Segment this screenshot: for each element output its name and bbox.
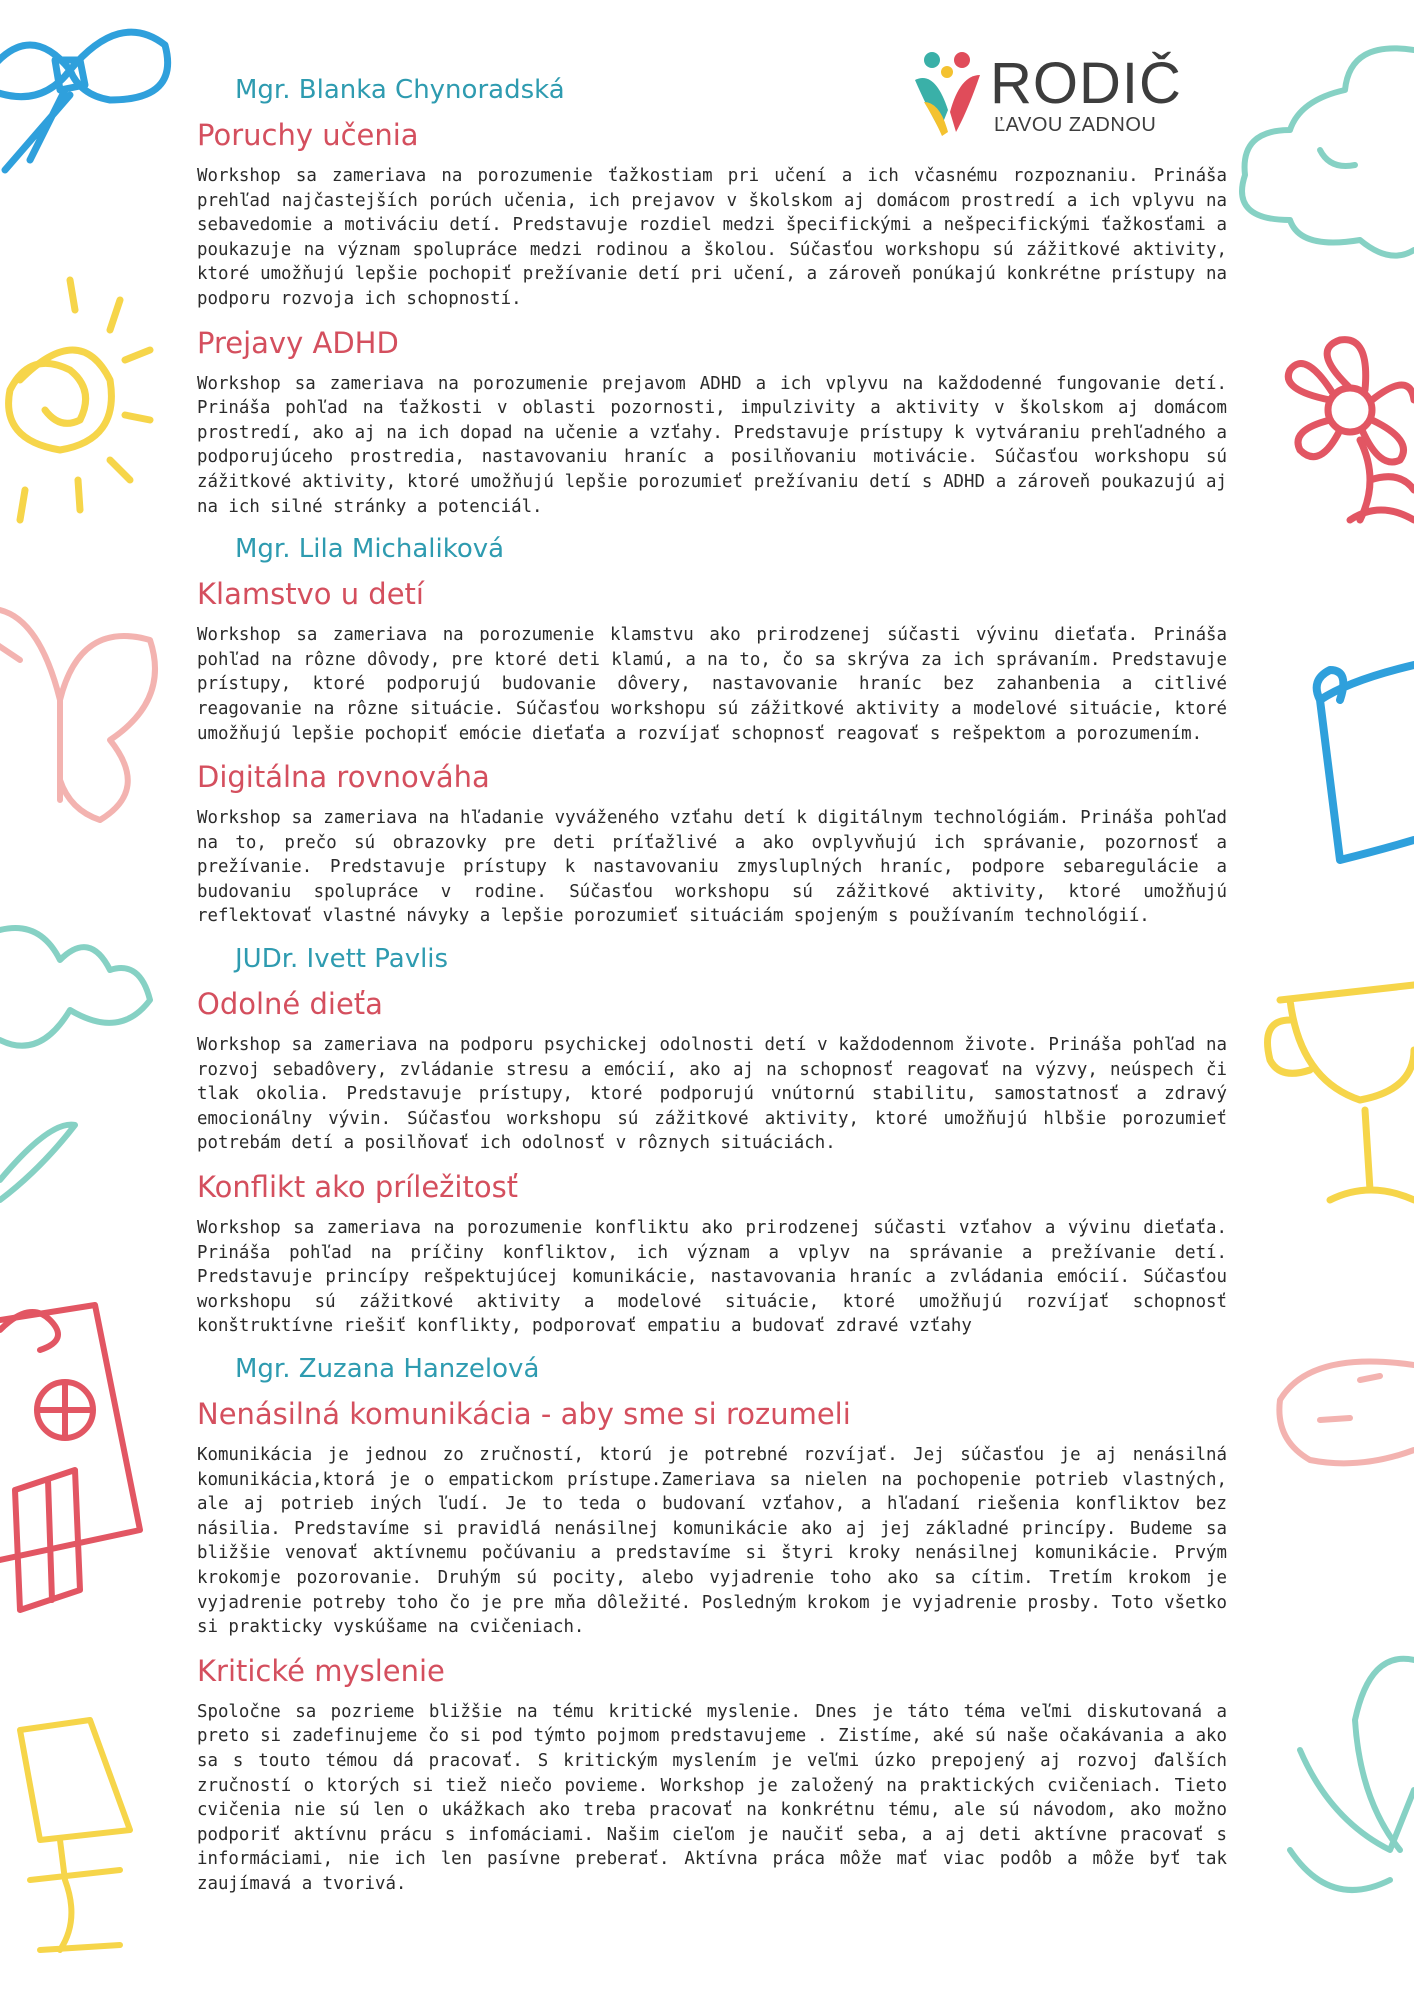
face-doodle: [1279, 1362, 1414, 1464]
workshop-title: Odolné dieťa: [197, 987, 383, 1022]
workshop-title: Digitálna rovnováha: [197, 760, 490, 795]
author-section: [197, 1349, 1227, 1897]
lamp-doodle: [20, 1720, 130, 1950]
author-name: Mgr. Blanka Chynoradská: [235, 75, 565, 105]
author-name: Mgr. Zuzana Hanzelová: [235, 1354, 540, 1384]
author-name: Mgr. Lila Michaliková: [235, 534, 505, 565]
sun-doodle: [9, 280, 150, 520]
workshop-title: Prejavy ADHD: [197, 325, 399, 360]
workshop: [197, 983, 1227, 1156]
workshop-description: Workshop sa zameriava na hľadanie vyváženého vzťahu detí k digitálnym technológiám. Prináša pohľad na to, prečo sú obrazovky pre deti príťažlivé a ako ovplyvňujú ich správanie, pozornosť a prežívanie. Predstavuje prístupy k nastavovaniu zmysluplných hraníc, podpore sebaregulácie a budovaniu spolupráce v rodine. Súčasťou workshopu sú zážitkové aktivity, ktoré umožňujú reflektovať vlastné návyky a lepšie porozumieť situáciám spojeným s používaním technológií.: [197, 808, 1227, 927]
workshop-description: Workshop sa zameriava na porozumenie konfliktu ako prirodzenej súčasti vzťahov a vývinu dieťaťa. Prináša pohľad na príčiny konfliktov, ich význam a vplyv na správanie a prežívanie detí. Predstavuje princípy rešpektujúcej komunikácie, nastavovania hraníc a zvládania emócií. Súčasťou workshopu sú zážitkové aktivity a modelové situácie, ktoré umožňujú rozvíjať schopnosť konštruktívne riešiť konflikty, podporovať empatiu a budovať zdravé vzťahy: [197, 1218, 1227, 1337]
workshop: [197, 114, 1227, 312]
cloud-doodle: [1242, 48, 1414, 255]
house-doodle: [0, 1305, 140, 1610]
workshop: [197, 756, 1227, 929]
workshop: [197, 573, 1227, 746]
workshop: [197, 1166, 1227, 1339]
plant-doodle: [1290, 1659, 1414, 1890]
bow-tie-doodle: [0, 32, 168, 170]
workshop-title: Nenásilná komunikácia - aby sme si rozumeli: [197, 1397, 851, 1431]
workshop: [197, 322, 1227, 520]
workshop-title: Kritické myslenie: [197, 1653, 445, 1688]
flower-doodle: [1288, 340, 1414, 520]
paper-doodle: [1317, 665, 1414, 860]
workshop-description: Workshop sa zameriava na porozumenie prejavom ADHD a ich vplyvu na každodenné fungovanie detí. Prináša pohľad na ťažkosti v oblasti pozornosti, impulzivity a aktivity v školskom aj domácom prostredí, ako aj na ich dopad na učenie a vzťahy. Predstavuje prístupy k vytváraniu prehľadného a podporujúceho prostredia, nastavovaniu hraníc a posilňovaniu motivácie. Súčasťou workshopu sú zážitkové aktivity, ktoré umožňujú lepšie porozumieť prežívaniu detí s ADHD a zároveň poukazujú aj na ich silné stránky a potenciál.: [197, 373, 1227, 517]
leaf-doodle: [0, 928, 150, 1200]
workshop-title: Poruchy učenia: [197, 118, 419, 152]
workshop-description: Workshop sa zameriava na porozumenie klamstvu ako prirodzenej súčasti vývinu dieťaťa. Prináša pohľad na rôzne dôvody, pre ktoré deti klamú, a na to, čo sa skrýva za ich správaním. Predstavuje prístupy, ktoré podporujú budovanie dôvery, nastavovanie hraníc bez zahanbenia a citlivé reagovanie na rôzne situácie. Súčasťou workshopu sú zážitkové aktivity a modelové situácie, ktoré umožňujú lepšie pochopiť emócie dieťaťa a rozvíjať schopnosť reagovať s rešpektom a porozumením.: [197, 625, 1227, 744]
workshop-title: Klamstvo u detí: [197, 577, 424, 612]
author-section: [197, 529, 1227, 929]
workshop-description: Workshop sa zameriava na podporu psychickej odolnosti detí v každodennom živote. Prináša pohľad na rozvoj sebadôvery, zvládanie stresu a emócií, ako aj na schopnosť reagovať na výzvy, neúspech či tlak okolia. Predstavuje prístupy, ktoré podporujú vnútornú stabilitu, samostatnosť a zdravý emocionálny vývin. Súčasťou workshopu sú zážitkové aktivity, ktoré umožňujú hlbšie porozumieť potrebám detí a posilňovať ich odolnosť v rôznych situáciách.: [197, 1035, 1227, 1154]
workshop-title: Konflikt ako príležitosť: [197, 1170, 519, 1205]
workshop-description: Workshop sa zameriava na porozumenie ťažkostiam pri učení a ich včasnému rozpoznaniu. Prináša prehľad najčastejších porúch učenia, ich prejavov v školskom aj domácom prostredí a ich vplyvu na sebavedomie a motiváciu detí. Predstavuje rozdiel medzi špecifickými a nešpecifickými ťažkosťami a poukazuje na význam spolupráce medzi rodinou a školou. Súčasťou workshopu sú zážitkové aktivity, ktoré umožňujú lepšie pochopiť prežívanie detí pri učení, a zároveň ponúkajú konkrétne prístupy na podporu rozvoja ich schopností.: [197, 166, 1227, 309]
workshop-description: Komunikácia je jednou zo zručností, ktorú je potrebné rozvíjať. Jej súčasťou je aj nenásilná komunikácia,ktorá je o empatickom prístupe.Zameriava sa nielen na pochopenie potrieb vlastných, ale aj potrieb iných ľudí. Je to teda o budovaní vzťahov, a hľadaní riešenia konfliktov bez násilia. Predstavíme si pravidlá nenásilnej komunikácie ako aj jej základné princípy. Budeme sa bližšie venovať aktívnemu počúvaniu a predstavíme si štyri kroky nenásilnej komunikácie. Prvým krokomje pozorovanie. Druhým sú pocity, alebo vyjadrenie toho ako sa cítim. Tretím krokom je vyjadrenie potreby toho čo je pre mňa dôležité. Posledným krokom je vyjadrenie prosby. Toto všetko si prakticky vyskúšame na cvičeniach.: [197, 1445, 1227, 1638]
workshop-description: Spoločne sa pozrieme bližšie na tému kritické myslenie. Dnes je táto téma veľmi diskutovaná a preto si zadefinujeme čo si pod týmto pojmom predstavujeme . Zistíme, aké sú naše očakávania a ako sa s touto témou dá pracovať. S kritickým myslením je veľmi úzko prepojený aj rozvoj ďalších zručností o ktorých si tiež niečo povieme. Workshop je založený na praktických cvičeniach. Tieto cvičenia nie sú len o ukážkach ako treba pracovať na konkrétnu tému, ale sú návodom, ako možno podporiť aktívnu prácu s infomáciami. Našim cieľom je naučiť seba, a aj deti aktívne pracovať s informáciami, nie ich len pasívne preberať. Aktívna práca môže mať viac podôb a môže byť tak zaujímavá a tvorivá.: [197, 1701, 1227, 1894]
logo-brand: RODIČ: [990, 51, 1182, 116]
trophy-doodle: [1268, 985, 1414, 1200]
workshop: [197, 1393, 1227, 1640]
logo-tagline: ĽAVOU ZADNOU: [994, 114, 1157, 136]
author-section: [197, 939, 1227, 1339]
author-section: [197, 70, 1227, 519]
butterfly-doodle: [0, 610, 155, 820]
workshop: [197, 1650, 1227, 1897]
author-name: JUDr. Ivett Pavlis: [235, 944, 449, 975]
workshop-list: [197, 70, 1227, 1907]
